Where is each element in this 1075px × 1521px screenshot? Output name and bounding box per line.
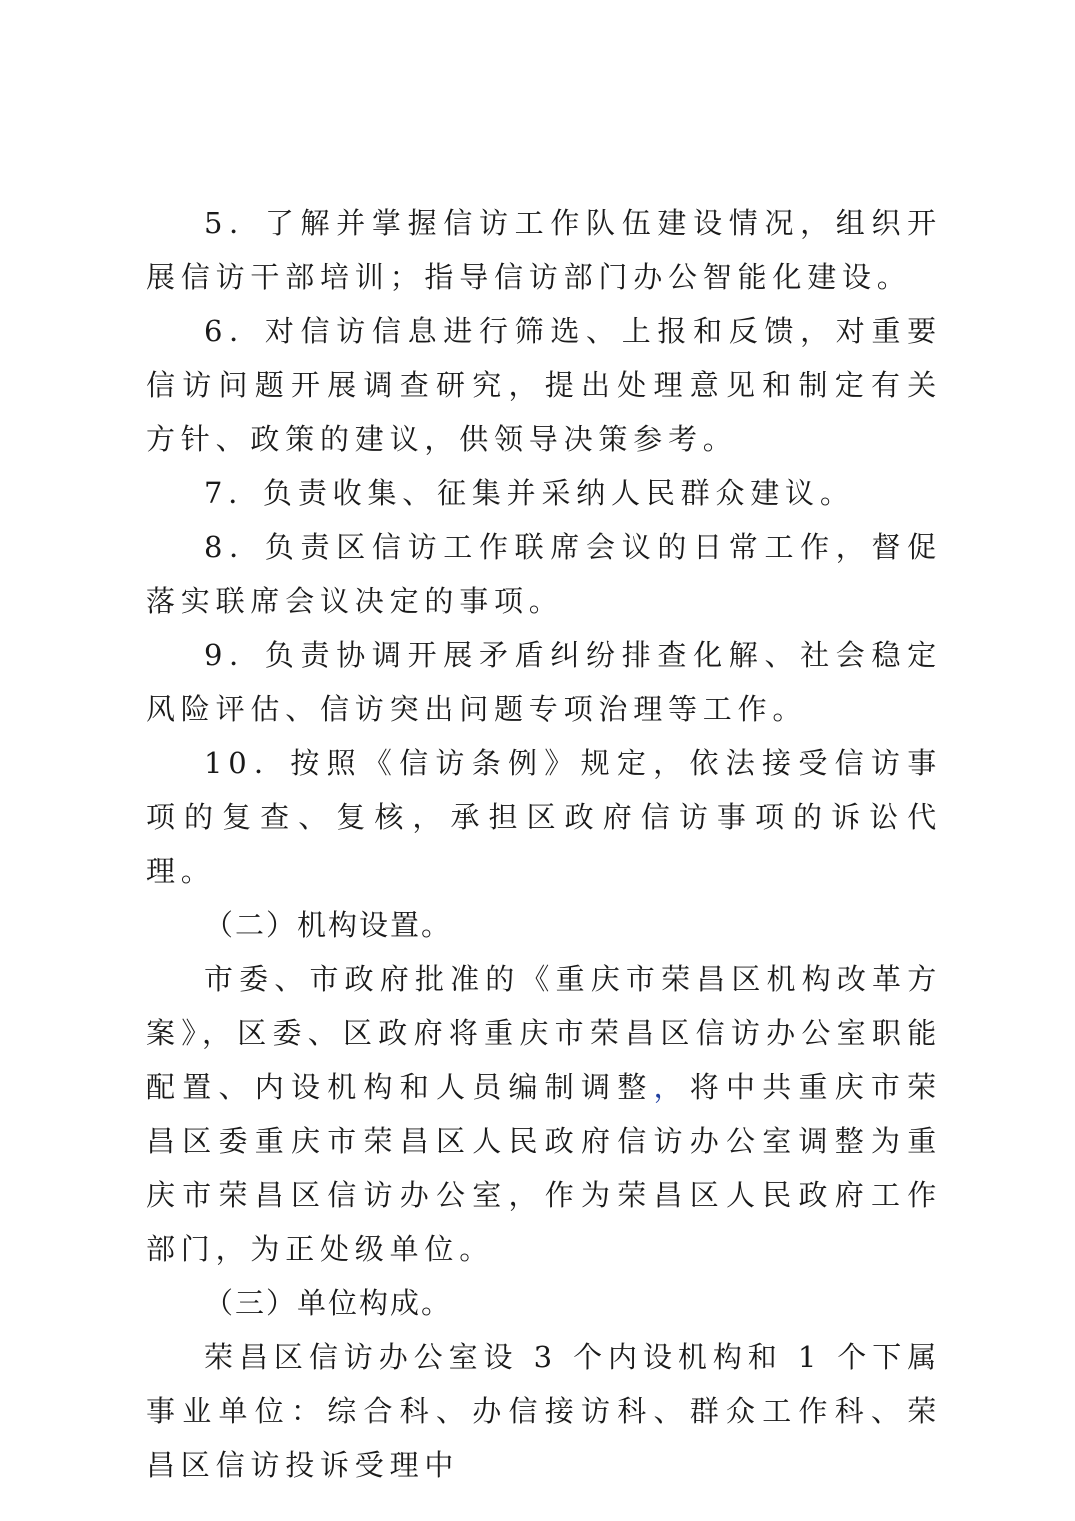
paragraph-item-8: 8．负责区信访工作联席会议的日常工作，督促落实联席会议决定的事项。	[146, 530, 942, 618]
paragraph-item-6: 6．对信访信息进行筛选、上报和反馈，对重要信访问题开展调查研究，提出处理意见和制定有关方针、政策的建议，供领导决策参考。	[146, 314, 942, 456]
document-body	[146, 196, 942, 1492]
paragraph-item-7: 7．负责收集、征集并采纳人民群众建议。	[204, 476, 855, 510]
highlighted-comma: ，	[653, 1070, 690, 1104]
paragraph-organization-part-1: 市委、市政府批准的《重庆市荣昌区机构改革方案》，区委、区政府将重庆市荣昌区信访办公室职能配置、内设机构和人员编制调整	[146, 962, 942, 1104]
paragraph-item-10: 10．按照《信访条例》规定，依法接受信访事项的复查、复核，承担区政府信访事项的诉讼代理。	[146, 746, 942, 888]
section-heading-organization: （二）机构设置。	[204, 908, 453, 942]
paragraph-organization-setup	[146, 952, 942, 1276]
paragraph-organization-part-2: 将中共重庆市荣昌区委重庆市荣昌区人民政府信访办公室调整为重庆市荣昌区信访办公室，作为荣昌区人民政府工作部门，为正处级单位。	[146, 1070, 942, 1266]
paragraph-item-9: 9．负责协调开展矛盾纠纷排查化解、社会稳定风险评估、信访突出问题专项治理等工作。	[146, 638, 942, 726]
paragraph-unit-composition: 荣昌区信访办公室设 3 个内设机构和 1 个下属事业单位：综合科、办信接访科、群众工作科、荣昌区信访投诉受理中	[146, 1340, 942, 1482]
section-heading-composition: （三）单位构成。	[204, 1286, 453, 1320]
paragraph-item-5: 5．了解并掌握信访工作队伍建设情况，组织开展信访干部培训；指导信访部门办公智能化建设。	[146, 206, 942, 294]
